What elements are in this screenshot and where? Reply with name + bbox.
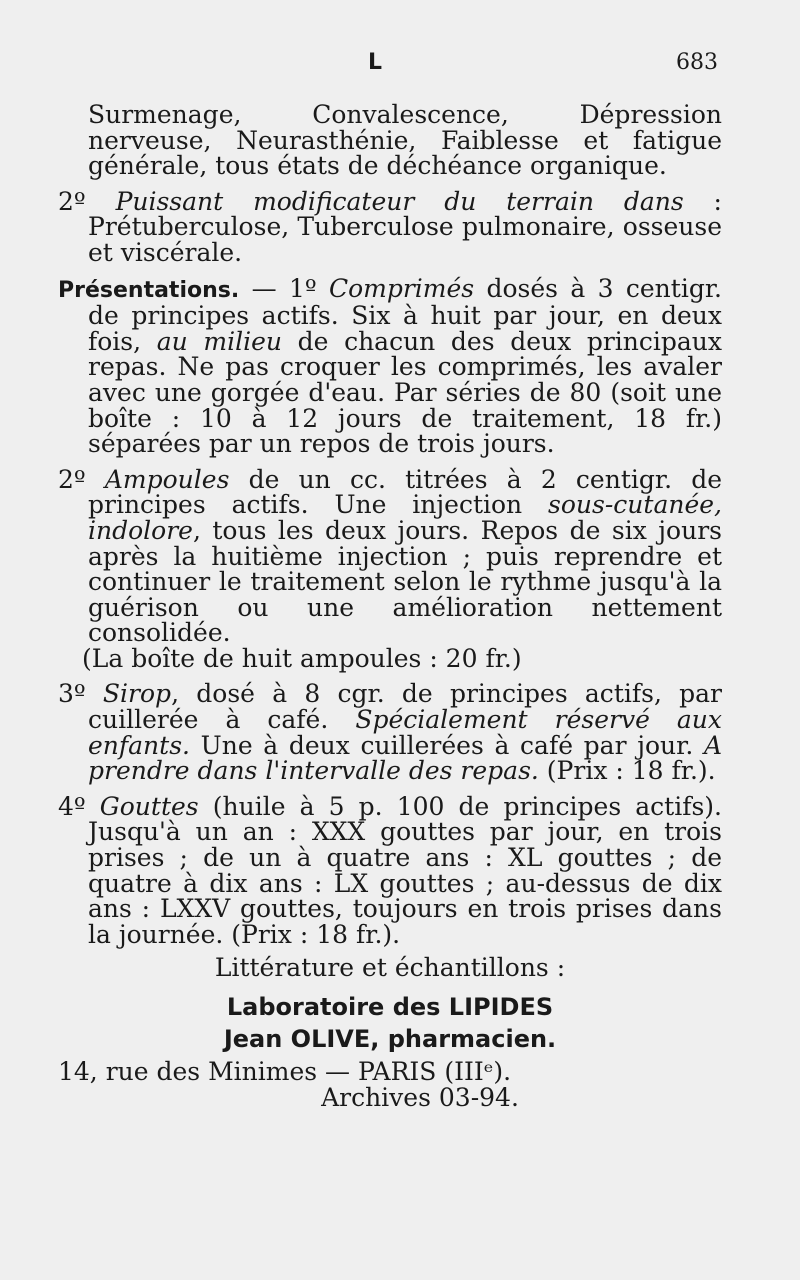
laboratory-name: Laboratoire des LIPIDES [226,993,554,1021]
presentation-sirop: 3º Sirop, dosé à 8 cgr. de principes actifs, par cuillerée à café. Spécialement réservé aux enfants. Une à deux cuillerées à café par jour. A prendre dans l'intervalle des repas. (Prix : 18 fr.). [58,679,722,786]
presentation-gouttes: 4º Gouttes (huile à 5 p. 100 de principes actifs). Jusqu'à un an : XXX gouttes par jour, en trois prises ; de un à quatre ans : XL gouttes ; de quatre à dix ans : LX gouttes ; au-dessus de dix ans : LXXV gouttes, toujours en trois prises dans la journée. (Prix : 18 fr.). [58,791,722,949]
presentation-ampoules: 2º Ampoules de un cc. titrées à 2 centigr. de principes actifs. Une injection sous-cutanée, indolore, tous les deux jours. Repos de six jours après la huitième injection ; puis reprendre et continuer le traitement selon le rythme jusqu'à la guérison ou une amélioration nettement consolidée. [58,464,723,648]
page-body [58,102,722,1110]
presentation-comprimes: Présentations. — 1º Comprimés dosés à 3 centigr. de principes actifs. Six à huit par jour, en deux fois, au milieu de chacun des deux principaux repas. Ne pas croquer les comprimés, les avaler avec une gorgée d'eau. Par séries de 80 (soit une boîte : 10 à 12 jours de traitement, 18 fr.) séparées par un repos de trois jours. [58,273,723,459]
address-line: 14, rue des Minimes — PARIS (IIIᵉ). [58,1057,512,1086]
indications-paragraph-2: 2º Puissant modificateur du terrain dans : Prétuberculose, Tuberculose pulmonaire, osseuse et viscérale. [58,186,722,267]
pharmacist-name: Jean OLIVE, pharmacien. [223,1025,557,1053]
indications-paragraph-1: Surmenage, Convalescence, Dépression nerveuse, Neurasthénie, Faiblesse et fatigue générale, tous états de déchéance organique. [88,100,722,181]
ampoules-price: (La boîte de huit ampoules : 20 fr.) [82,643,522,673]
archives-line: Archives 03-94. [321,1082,519,1112]
litterature-line: Littérature et échantillons : [214,953,566,983]
section-letter: L [368,50,383,75]
page-number: 683 [676,50,718,75]
laboratory-block [58,991,722,1055]
presentations-heading: Présentations. [58,277,240,303]
